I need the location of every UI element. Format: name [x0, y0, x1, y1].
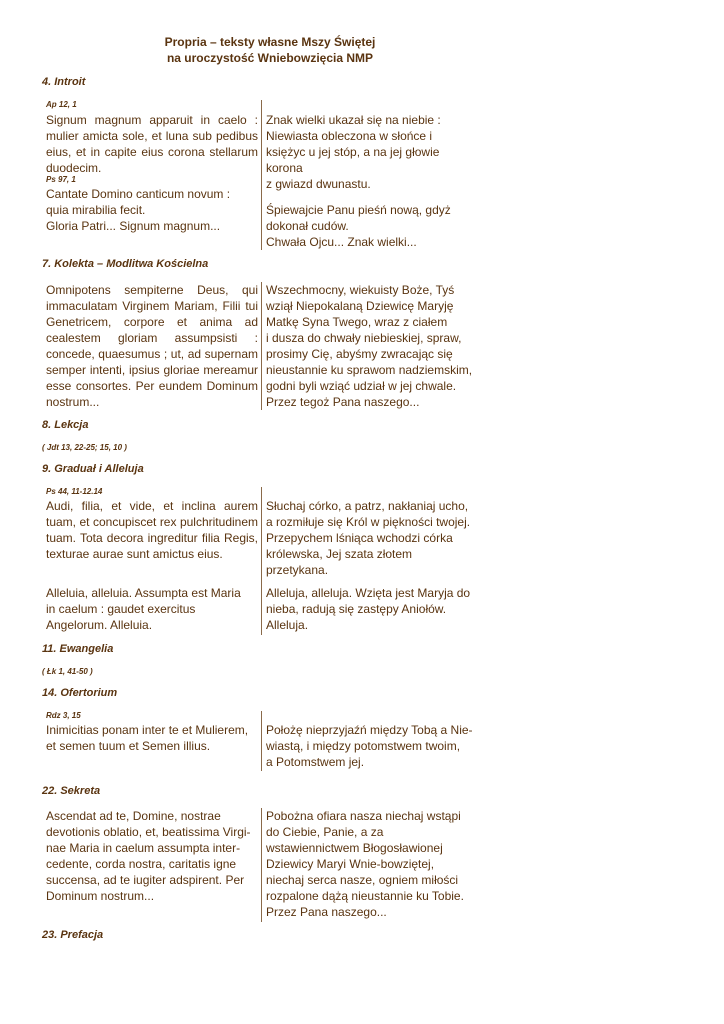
offertory-latin: Inimicitias ponam inter te et Mulierem, et semen tuum et Semen illius. — [46, 723, 249, 753]
lesson-heading: 8. Lekcja — [42, 419, 89, 431]
lesson-ref: ( Jdt 13, 22-25; 15, 10 ) — [42, 443, 127, 452]
introit-heading: 4. Introit — [42, 76, 86, 88]
secret-heading: 22. Sekreta — [42, 785, 101, 797]
gradual-heading: 9. Graduał i Alleluja — [42, 463, 144, 475]
introit-latin-2: Cantate Domino canticum novum : quia mirabilia fecit. Gloria Patri... Signum magnum... — [46, 187, 231, 233]
introit-latin-1: Signum magnum apparuit in caelo : mulier amicta sole, et luna sub pedibus eius, et in capite eius corona stellarum duodecim. — [46, 113, 258, 175]
introit-ref-1: Ap 12, 1 — [46, 100, 77, 109]
introit-ref-2: Ps 97, 1 — [46, 175, 76, 184]
gradual-polish-1: Słuchaj córko, a patrz, nakłaniaj ucho, a rozmiłuje się Król w piękności twojej. Przepychem lśniąca wchodzi córka królewska, Jej szata złotem przetykana. — [266, 499, 471, 577]
introit-polish-1: Znak wielki ukazał się na niebie : Niewiasta obleczona w słońce i księżyc u jej stóp, a na jej głowie korona z gwiazd dwunastu. — [266, 113, 441, 191]
title-line-2: na uroczystość Wniebowzięcia NMP — [166, 51, 374, 65]
collect-polish: Wszechmocny, wiekuisty Boże, Tyś wziął Niepokalaną Dziewicę Maryję Matkę Syna Twego, wraz z ciałem i dusza do chwały niebieskiej, spraw, prosimy Cię, abyśmy zwracając się nieustannie ku sprawom nadziemskim, godni byli wziąć udział w jej chwale. Przez tegoż Pana naszego... — [266, 283, 473, 409]
column-divider — [261, 808, 262, 922]
column-divider — [261, 100, 262, 250]
column-divider — [261, 711, 262, 771]
gradual-latin-2: Alleluia, alleluia. Assumpta est Maria in caelum : gaudet exercitus Angelorum. Alleluia. — [46, 586, 241, 632]
collect-heading: 7. Kolekta – Modlitwa Kościelna — [42, 258, 209, 270]
gradual-polish-2: Alleluja, alleluja. Wzięta jest Maryja do nieba, radują się zastępy Aniołów. Alleluja. — [266, 586, 471, 632]
introit-polish-2: Śpiewajcie Panu pieśń nową, gdyż dokonał cudów. Chwała Ojcu... Znak wielki... — [266, 203, 451, 249]
secret-latin: Ascendat ad te, Domine, nostrae devotionis oblatio, et, beatissima Virgi- nae Maria in caelum assumpta inter- cedente, corda nostra, caritatis igne succensa, ad te iugiter adspirent. Per Dominum nostrum... — [46, 809, 251, 903]
column-divider — [261, 487, 262, 635]
document-title — [120, 34, 420, 66]
gospel-ref: ( Łk 1, 41-50 ) — [42, 667, 93, 676]
offertory-ref: Rdz 3, 15 — [46, 711, 81, 720]
gospel-heading: 11. Ewangelia — [42, 643, 114, 655]
offertory-polish: Położę nieprzyjaźń między Tobą a Nie- wiastą, i między potomstwem twoim, a Potomstwem jej. — [266, 723, 473, 769]
title-line-1: Propria – teksty własne Mszy Świętej — [164, 35, 376, 49]
column-divider — [261, 282, 262, 410]
offertory-heading: 14. Ofertorium — [42, 687, 118, 699]
secret-polish: Pobożna ofiara nasza niechaj wstąpi do Ciebie, Panie, a za wstawiennictwem Błogosławionej Dziewicy Maryi Wnie-bowziętej, niechaj serca nasze, ogniem miłości rozpalone dążą nieustannie ku Tobie. Przez Pana naszego... — [266, 809, 464, 919]
collect-latin: Omnipotens sempiterne Deus, qui immaculatam Virginem Mariam, Filii tui Genetricem, corpore et anima ad cealestem gloriam assumpsisti : concede, quaesumus ; ut, ad supernam semper intenti, ipsius gloriae mereamur esse consortes. Per eundem Dominum nostrum... — [46, 283, 258, 409]
gradual-ref: Ps 44, 11-12.14 — [46, 487, 103, 496]
preface-heading: 23. Prefacja — [42, 929, 104, 941]
gradual-latin-1: Audi, filia, et vide, et inclina aurem tuam, et concupiscet rex pulchritudinem tuam. Tota decora ingreditur filia Regis, texturae aurae sunt amictus eius. — [46, 499, 258, 561]
